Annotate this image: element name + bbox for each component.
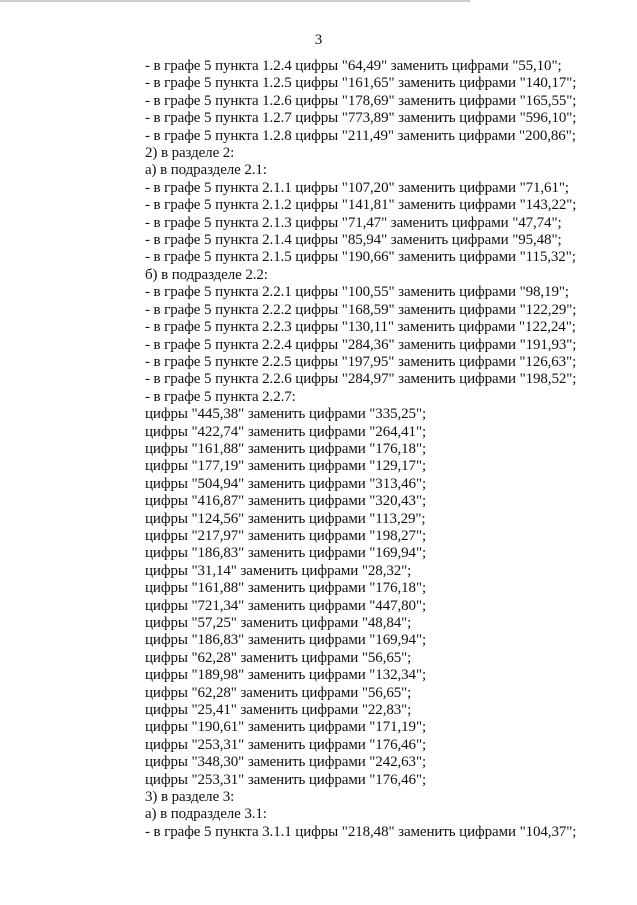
document-line: - в графе 5 пункта 1.2.4 цифры "64,49" заменить цифрами "55,10"; bbox=[145, 58, 562, 74]
document-line: цифры "721,34" заменить цифрами "447,80"; bbox=[145, 597, 427, 614]
document-line: цифры "62,28" заменить цифрами "56,65"; bbox=[145, 684, 412, 701]
document-line: а) в подразделе 3.1: bbox=[145, 806, 267, 823]
document-line: цифры "31,14" заменить цифрами "28,32"; bbox=[145, 562, 412, 579]
document-line: - в графе 5 пункта 2.1.5 цифры "190,66" заменить цифрами "115,32"; bbox=[145, 249, 576, 266]
document-line: цифры "62,28" заменить цифрами "56,65"; bbox=[145, 649, 412, 666]
document-line: цифры "504,94" заменить цифрами "313,46"; bbox=[145, 475, 427, 492]
document-line: - в графе 5 пункта 1.2.8 цифры "211,49" заменить цифрами "200,86"; bbox=[145, 127, 576, 144]
document-line: 2) в разделе 2: bbox=[145, 145, 235, 162]
document-line: а) в подразделе 2.1: bbox=[145, 162, 267, 179]
document-line: цифры "190,61" заменить цифрами "171,19"; bbox=[145, 719, 427, 736]
document-line: - в графе 5 пункта 1.2.7 цифры "773,89" заменить цифрами "596,10"; bbox=[145, 110, 577, 127]
document-line: - в графе 5 пункта 2.2.4 цифры "284,36" заменить цифрами "191,93"; bbox=[145, 336, 577, 353]
document-line: цифры "161,88" заменить цифрами "176,18"; bbox=[145, 440, 427, 457]
document-line: - в графе 5 пункте 2.2.5 цифры "197,95" заменить цифрами "126,63"; bbox=[145, 353, 577, 370]
document-line: - в графе 5 пункта 1.2.6 цифры "178,69" заменить цифрами "165,55"; bbox=[145, 92, 577, 109]
document-line: цифры "189,98" заменить цифрами "132,34"; bbox=[145, 667, 427, 684]
page-top-edge bbox=[0, 0, 470, 2]
document-line: - в графе 5 пункта 2.1.2 цифры "141,81" заменить цифрами "143,22"; bbox=[145, 197, 577, 214]
document-line: - в графе 5 пункта 3.1.1 цифры "218,48" заменить цифрами "104,37"; bbox=[145, 823, 577, 840]
document-line: б) в подразделе 2.2: bbox=[145, 266, 268, 283]
document-line: цифры "177,19" заменить цифрами "129,17"; bbox=[145, 458, 427, 475]
page-number: 3 bbox=[314, 32, 323, 48]
document-line: цифры "445,38" заменить цифрами "335,25"; bbox=[145, 406, 427, 423]
document-line: цифры "253,31" заменить цифрами "176,46"; bbox=[145, 736, 427, 753]
document-line: цифры "416,87" заменить цифрами "320,43"; bbox=[145, 493, 427, 510]
document-line: - в графе 5 пункта 2.1.4 цифры "85,94" заменить цифрами "95,48"; bbox=[145, 232, 562, 249]
document-line: - в графе 5 пункта 1.2.5 цифры "161,65" заменить цифрами "140,17"; bbox=[145, 75, 577, 92]
document-line: цифры "348,30" заменить цифрами "242,63"; bbox=[145, 754, 427, 771]
document-line: цифры "161,88" заменить цифрами "176,18"; bbox=[145, 580, 427, 597]
document-line: - в графе 5 пункта 2.1.1 цифры "107,20" заменить цифрами "71,61"; bbox=[145, 179, 569, 196]
document-line: цифры "57,25" заменить цифрами "48,84"; bbox=[145, 615, 412, 631]
document-line: цифры "217,97" заменить цифрами "198,27"; bbox=[145, 527, 427, 544]
document-line: - в графе 5 пункта 2.2.2 цифры "168,59" заменить цифрами "122,29"; bbox=[145, 301, 577, 318]
document-body bbox=[145, 58, 615, 841]
document-line: цифры "422,74" заменить цифрами "264,41"; bbox=[145, 423, 427, 440]
document-line: - в графе 5 пункта 2.2.6 цифры "284,97" заменить цифрами "198,52"; bbox=[145, 371, 577, 388]
document-line: цифры "186,83" заменить цифрами "169,94"; bbox=[145, 545, 427, 562]
document-line: цифры "253,31" заменить цифрами "176,46"; bbox=[145, 771, 427, 788]
document-line: - в графе 5 пункта 2.2.3 цифры "130,11" заменить цифрами "122,24"; bbox=[145, 319, 576, 336]
document-line: - в графе 5 пункта 2.2.7: bbox=[145, 388, 296, 405]
document-line: - в графе 5 пункта 2.2.1 цифры "100,55" заменить цифрами "98,19"; bbox=[145, 284, 569, 301]
document-line: 3) в разделе 3: bbox=[145, 789, 235, 806]
document-line: цифры "186,83" заменить цифрами "169,94"; bbox=[145, 632, 427, 649]
document-line: цифры "124,56" заменить цифрами "113,29"; bbox=[145, 510, 426, 527]
document-line: цифры "25,41" заменить цифрами "22,83"; bbox=[145, 702, 412, 719]
document-line: - в графе 5 пункта 2.1.3 цифры "71,47" заменить цифрами "47,74"; bbox=[145, 214, 562, 231]
